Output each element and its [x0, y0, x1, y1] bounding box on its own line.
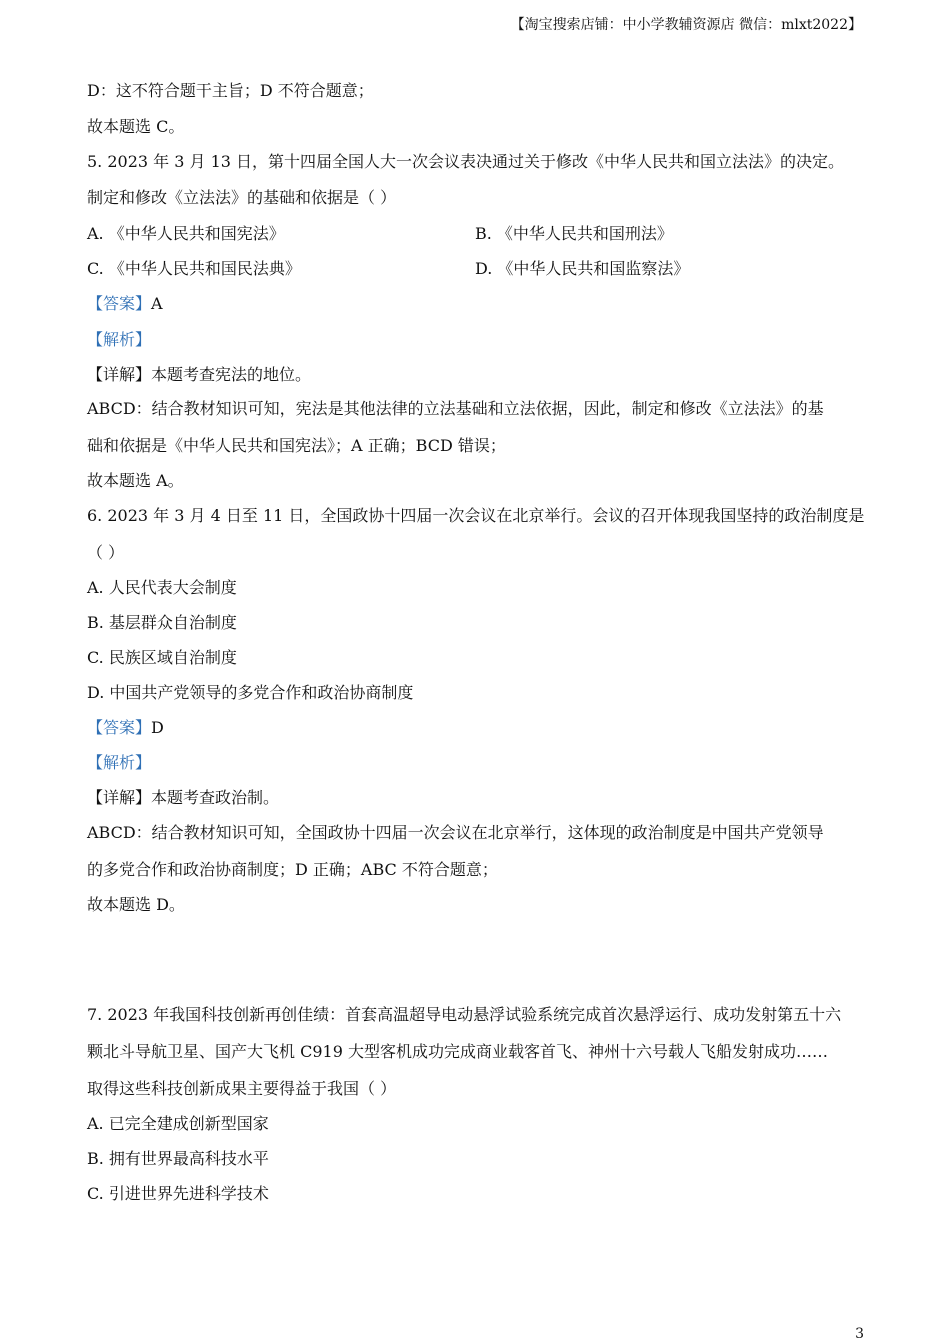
q7-option-b: B. 拥有世界最高科技水平: [87, 1149, 269, 1168]
q7-option-c: C. 引进世界先进科学技术: [87, 1184, 269, 1203]
q6-stem-line-2: （ ）: [87, 543, 125, 562]
q5-explanation-line-2: 础和依据是《中华人民共和国宪法》；A 正确；BCD 错误；: [87, 436, 506, 455]
q5-explanation-line-1: ABCD：结合教材知识可知，宪法是其他法律的立法基础和立法依据，因此，制定和修改《立法法》的基: [87, 399, 824, 418]
q6-conclusion: 故本题选 D。: [87, 895, 185, 914]
q6-explanation-line-2: 的多党合作和政治协商制度；D 正确；ABC 不符合题意；: [87, 860, 498, 879]
q5-answer-tag: 【答案】: [87, 294, 152, 313]
q4-conclusion: 故本题选 C。: [87, 117, 185, 136]
q5-option-a: A. 《中华人民共和国宪法》: [87, 224, 285, 243]
q6-option-c: C. 民族区域自治制度: [87, 648, 237, 667]
q5-answer: [87, 294, 163, 314]
q5-stem-line-1: 5. 2023 年 3 月 13 日，第十四届全国人大一次会议表决通过关于修改《中华人民共和国立法法》的决定。: [87, 152, 845, 171]
q7-stem-line-1: 7. 2023 年我国科技创新再创佳绩：首套高温超导电动悬浮试验系统完成首次悬浮运行、成功发射第五十六: [87, 1005, 842, 1024]
q5-option-c: C. 《中华人民共和国民法典》: [87, 259, 301, 278]
q5-answer-value: A: [151, 294, 163, 313]
q6-answer-tag: 【答案】: [87, 718, 152, 737]
q6-stem-line-1: 6. 2023 年 3 月 4 日至 11 日，全国政协十四届一次会议在北京举行。会议的召开体现我国坚持的政治制度是: [87, 506, 865, 525]
q5-stem-line-2: 制定和修改《立法法》的基础和依据是（ ）: [87, 188, 397, 207]
q6-answer-value: D: [151, 718, 164, 737]
q5-detail: 【详解】本题考查宪法的地位。: [87, 365, 312, 384]
q4-option-d-analysis: D：这不符合题干主旨；D 不符合题意；: [87, 81, 374, 100]
q7-stem-line-3: 取得这些科技创新成果主要得益于我国（ ）: [87, 1079, 397, 1098]
q6-answer: [87, 718, 164, 738]
q7-stem-line-2: 颗北斗导航卫星、国产大飞机 C919 大型客机成功完成商业载客首飞、神州十六号载人飞船发射成功……: [87, 1042, 828, 1061]
q6-option-b: B. 基层群众自治制度: [87, 613, 237, 632]
q6-detail: 【详解】本题考查政治制。: [87, 788, 280, 807]
q6-option-a: A. 人民代表大会制度: [87, 578, 237, 597]
q5-option-b: B. 《中华人民共和国刑法》: [475, 224, 673, 243]
q5-analysis-tag: 【解析】: [87, 330, 152, 349]
q5-option-d: D. 《中华人民共和国监察法》: [475, 259, 690, 278]
q7-option-a: A. 已完全建成创新型国家: [87, 1114, 269, 1133]
q6-explanation-line-1: ABCD：结合教材知识可知，全国政协十四届一次会议在北京举行，这体现的政治制度是中国共产党领导: [87, 823, 824, 842]
q5-conclusion: 故本题选 A。: [87, 471, 184, 490]
page-header: 【淘宝搜索店铺：中小学教辅资源店 微信：mlxt2022】: [510, 17, 862, 33]
q6-analysis-tag: 【解析】: [87, 753, 152, 772]
q6-option-d: D. 中国共产党领导的多党合作和政治协商制度: [87, 683, 414, 702]
page-number: 3: [855, 1326, 864, 1342]
